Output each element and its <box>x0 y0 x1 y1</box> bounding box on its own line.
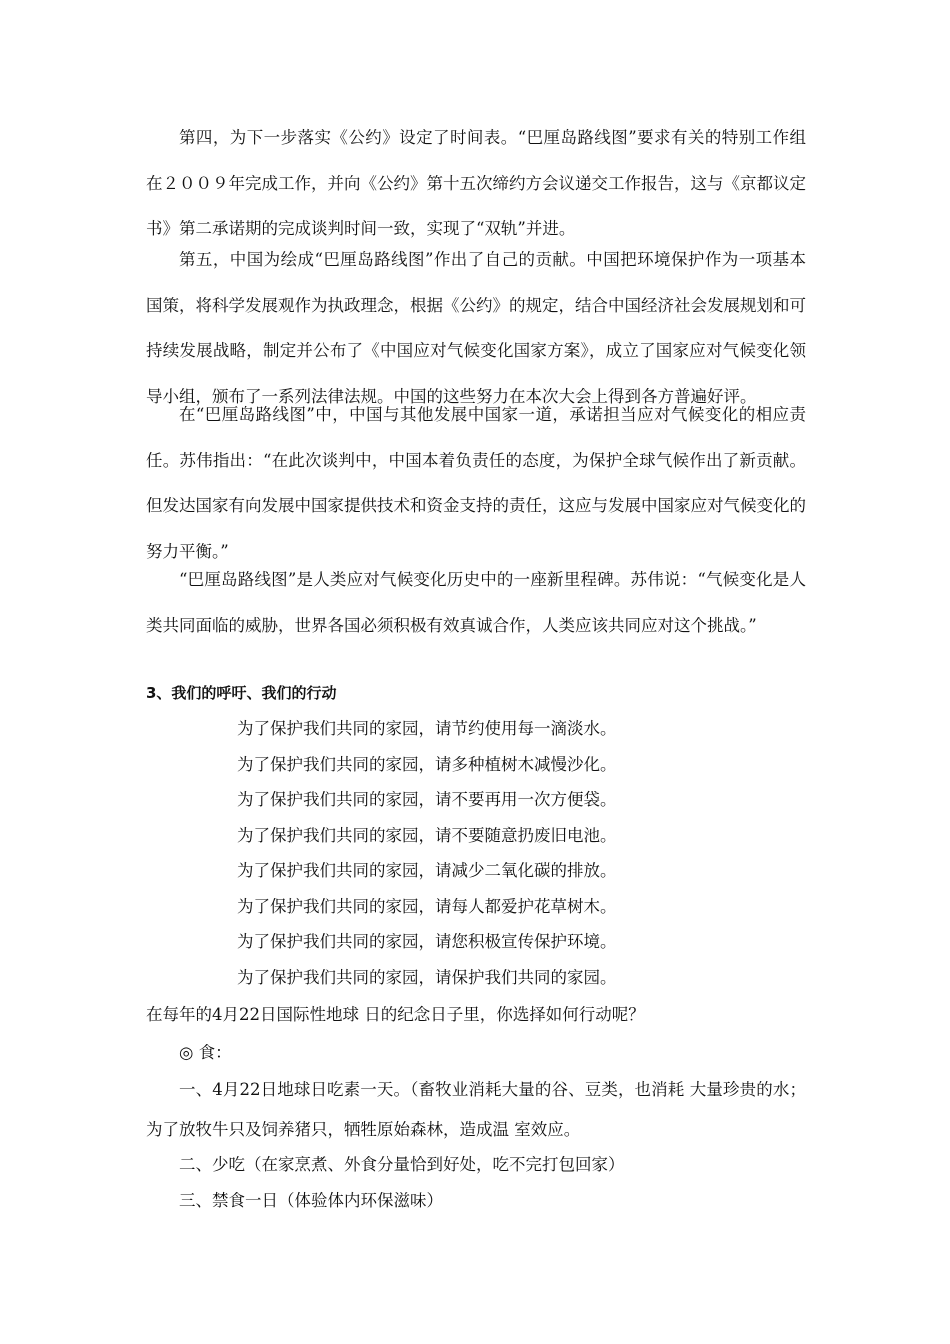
section-heading: 3、我们的呼吁、我们的行动 <box>146 684 337 702</box>
slogan-item: 为了保护我们共同的家园，请节约使用每一滴淡水。 <box>237 719 617 738</box>
slogan-item: 为了保护我们共同的家园，请减少二氧化碳的排放。 <box>237 861 617 880</box>
food-item-3: 三、禁食一日（体验体内环保滋味） <box>179 1191 443 1210</box>
slogan-item: 为了保护我们共同的家园，请每人都爱护花草树木。 <box>237 896 617 916</box>
food-item-1: 一、4月22日地球日吃素一天。（畜牧业消耗大量的谷、豆类，也消耗 大量珍贵的水；为了放牧牛只及饲养猪只，牺牲原始森林，造成温 室效应。 <box>146 1080 806 1139</box>
paragraph-fifth: 第五，中国为绘成“巴厘岛路线图”作出了自己的贡献。中国把环境保护作为一项基本国策，将科学发展观作为执政理念，根据《公约》的规定，结合中国经济社会发展规划和可持续发展战略，制定并公布了《中国应对气候变化国家方案》，成立了国家应对气候变化领导小组，颁布了一系列法律法规。中国的这些努力在本次大会上得到各方普遍好评。 <box>146 250 806 406</box>
slogan-list <box>237 719 617 1003</box>
slogan-item: 为了保护我们共同的家园，请您积极宣传保护环境。 <box>237 932 617 951</box>
slogan-item: 为了保护我们共同的家园，请不要随意扔废旧电池。 <box>237 825 617 845</box>
paragraph-milestone: “巴厘岛路线图”是人类应对气候变化历史中的一座新里程碑。苏伟说：“气候变化是人类共同面临的威胁，世界各国必须积极有效真诚合作，人类应该共同应对这个挑战。” <box>146 570 806 635</box>
food-item-2: 二、少吃（在家烹煮、外食分量恰到好处，吃不完打包回家） <box>179 1155 625 1174</box>
slogan-item: 为了保护我们共同的家园，请不要再用一次方便袋。 <box>237 790 617 809</box>
earth-day-question: 在每年的4月22日国际性地球 日的纪念日子里，你选择如何行动呢？ <box>146 1005 645 1024</box>
paragraph-fourth: 第四，为下一步落实《公约》设定了时间表。“巴厘岛路线图”要求有关的特别工作组在２００９年完成工作，并向《公约》第十五次缔约方会议递交工作报告，这与《京都议定书》第二承诺期的完成谈判时间一致，实现了“双轨”并进。 <box>146 128 806 238</box>
slogan-item: 为了保护我们共同的家园，请保护我们共同的家园。 <box>237 967 617 987</box>
slogan-item: 为了保护我们共同的家园，请多种植树木减慢沙化。 <box>237 754 617 774</box>
paragraph-responsibility: 在“巴厘岛路线图”中，中国与其他发展中国家一道，承诺担当应对气候变化的相应责任。苏伟指出：“在此次谈判中，中国本着负责任的态度，为保护全球气候作出了新贡献。但发达国家有向发展中国家提供技术和资金支持的责任，这应与发展中国家应对气候变化的努力平衡。” <box>146 405 806 561</box>
food-label: ◎ 食： <box>179 1043 232 1062</box>
